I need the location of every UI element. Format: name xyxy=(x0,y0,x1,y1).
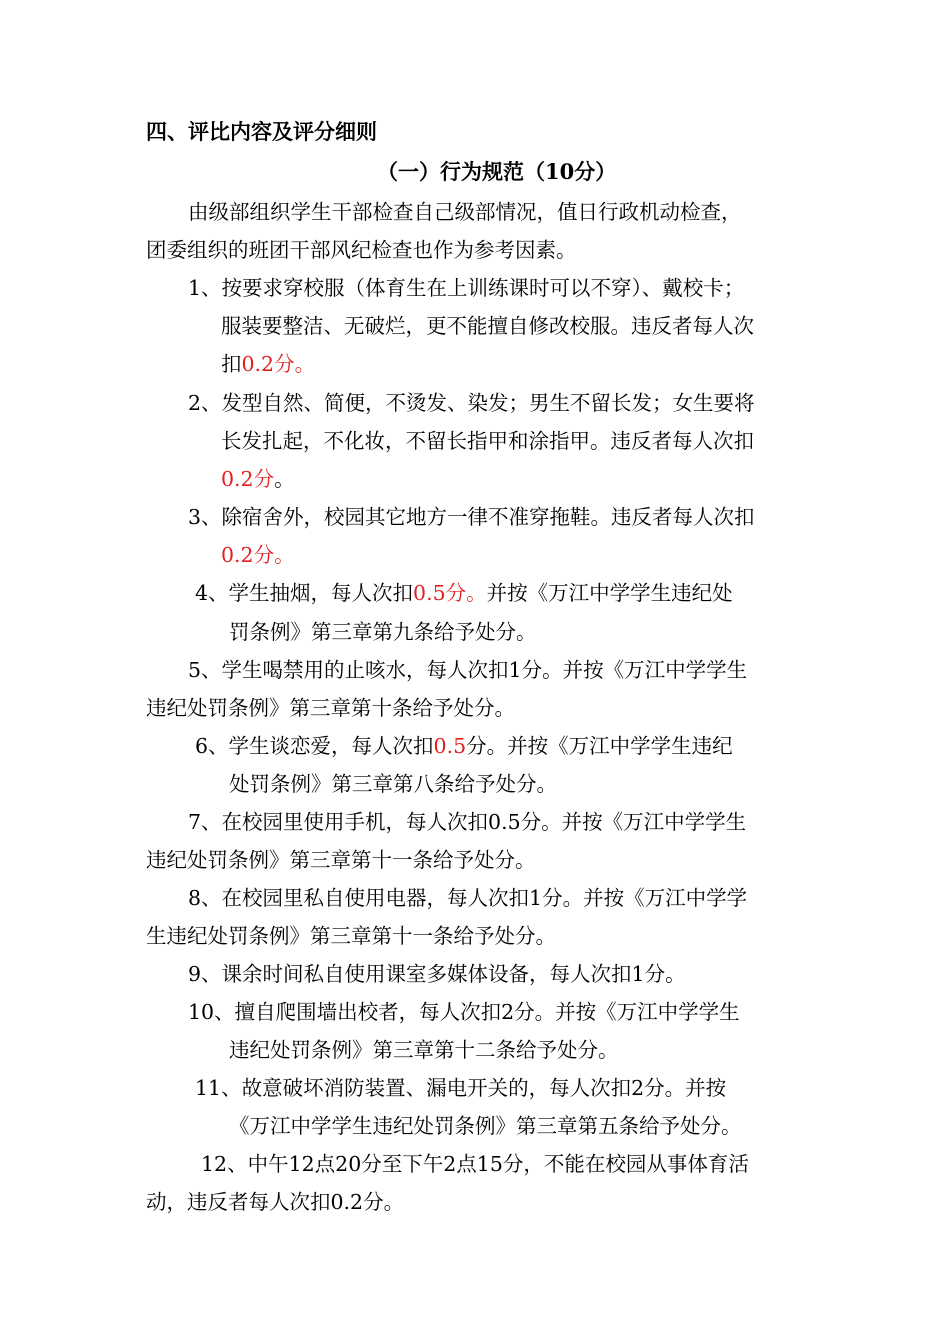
rule-9-line-1: 9、课余时间私自使用课室多媒体设备，每人次扣1分。 xyxy=(188,962,686,986)
rule-4-line-2: 罚条例》第三章第九条给予处分。 xyxy=(229,620,537,644)
rule-1-text: 扣 xyxy=(221,352,242,376)
rule-7-line-2: 违纪处罚条例》第三章第十一条给予处分。 xyxy=(146,848,536,872)
intro-line-2: 团委组织的班团干部风纪检查也作为参考因素。 xyxy=(146,238,577,262)
rule-2-line-3 xyxy=(221,460,295,498)
rule-6-text-a: 6、学生谈恋爱，每人次扣 xyxy=(195,734,434,758)
rule-6-penalty: 0.5 xyxy=(433,734,467,758)
rule-10-line-1: 10、擅自爬围墙出校者，每人次扣2分。并按《万江中学学生 xyxy=(188,1000,740,1024)
rule-2-line-2: 长发扎起，不化妆，不留长指甲和涂指甲。违反者每人次扣 xyxy=(221,429,754,453)
rule-3-line-1: 3、除宿舍外，校园其它地方一律不准穿拖鞋。违反者每人次扣 xyxy=(188,505,755,529)
rule-1-line-1: 1、按要求穿校服（体育生在上训练课时可以不穿）、戴校卡； xyxy=(188,276,745,300)
intro-line-1: 由级部组织学生干部检查自己级部情况，值日行政机动检查， xyxy=(188,200,742,224)
rule-1-line-3 xyxy=(221,345,315,383)
rule-2-penalty: 0.2分 xyxy=(221,467,275,491)
rule-11-line-1: 11、故意破坏消防装置、漏电开关的，每人次扣2分。并按 xyxy=(195,1076,727,1100)
rule-6-line-2: 处罚条例》第三章第八条给予处分。 xyxy=(229,772,557,796)
section-heading: 四、评比内容及评分细则 xyxy=(146,119,377,144)
rule-7-line-1: 7、在校园里使用手机，每人次扣0.5分。并按《万江中学学生 xyxy=(188,810,747,834)
rule-5-line-2: 违纪处罚条例》第三章第十条给予处分。 xyxy=(146,696,515,720)
rule-8-line-1: 8、在校园里私自使用电器，每人次扣1分。并按《万江中学学 xyxy=(188,886,748,910)
rule-6-line-1 xyxy=(195,727,733,765)
rule-4-text-b: 并按《万江中学学生违纪处 xyxy=(486,581,733,605)
rule-4-text-a: 4、学生抽烟，每人次扣 xyxy=(195,581,414,605)
rule-12-line-1: 12、中午12点20分至下午2点15分，不能在校园从事体育活 xyxy=(201,1152,749,1176)
rule-5-line-1: 5、学生喝禁用的止咳水，每人次扣1分。并按《万江中学学生 xyxy=(188,658,748,682)
subsection-heading: （一）行为规范（10分） xyxy=(377,159,617,184)
rule-4-penalty: 0.5分。 xyxy=(413,581,487,605)
rule-1-penalty: 0.2分。 xyxy=(241,352,316,376)
rule-1-line-2: 服装要整洁、无破烂，更不能擅自修改校服。违反者每人次 xyxy=(221,314,754,338)
rule-11-line-2: 《万江中学学生违纪处罚条例》第三章第五条给予处分。 xyxy=(229,1114,742,1138)
rule-6-text-b: 分。并按《万江中学学生违纪 xyxy=(466,734,733,758)
rule-4-line-1 xyxy=(195,574,733,612)
rule-8-line-2: 生违纪处罚条例》第三章第十一条给予处分。 xyxy=(146,924,556,948)
rule-12-line-2: 动，违反者每人次扣0.2分。 xyxy=(146,1190,405,1214)
rule-10-line-2: 违纪处罚条例》第三章第十二条给予处分。 xyxy=(229,1038,619,1062)
rule-3-penalty: 0.2分。 xyxy=(221,543,295,567)
rule-2-text: 。 xyxy=(274,467,295,491)
rule-2-line-1: 2、发型自然、简便，不烫发、染发；男生不留长发；女生要将 xyxy=(188,391,755,415)
